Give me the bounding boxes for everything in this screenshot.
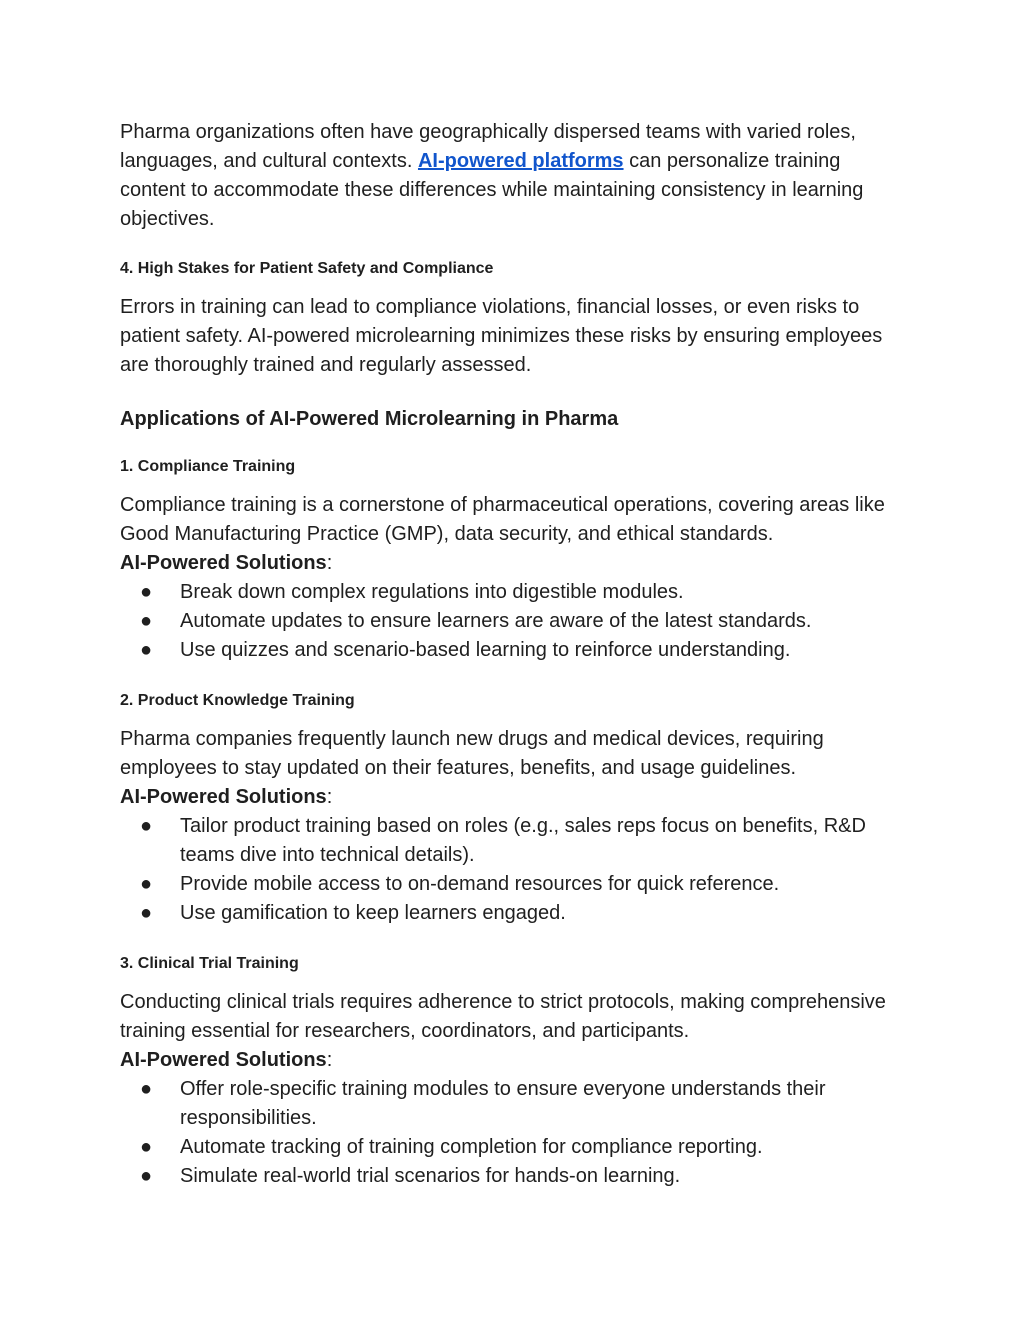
solutions-colon: : xyxy=(326,786,333,808)
app3-heading: 3. Clinical Trial Training xyxy=(120,955,299,972)
app1-solutions-label xyxy=(120,549,910,578)
list-item-text: Tailor product training based on roles (e.g., sales reps focus on benefits, R&D teams dive into technical details). xyxy=(180,815,866,866)
list-item-text: Simulate real-world trial scenarios for hands-on learning. xyxy=(180,1165,681,1187)
solutions-label-bold: AI-Powered Solutions xyxy=(120,1049,327,1071)
intro-text-before: Pharma organizations often have geographically dispersed teams with varied roles, languages, and cultural contexts. xyxy=(120,121,856,172)
app3-bullet-list xyxy=(120,1075,910,1191)
app2-body: Pharma companies frequently launch new drugs and medical devices, requiring employees to stay updated on their features, benefits, and usage guidelines. xyxy=(120,728,824,779)
section4-body: Errors in training can lead to compliance violations, financial losses, or even risks to patient safety. AI-powered microlearning minimizes these risks by ensuring employees are thoroughly trained and regularly assessed. xyxy=(120,296,883,376)
solutions-label-bold: AI-Powered Solutions xyxy=(120,786,327,808)
intro-text-after: can personalize training content to accommodate these differences while maintaining consistency in learning objectives. xyxy=(120,150,864,230)
list-item xyxy=(120,578,910,607)
app3-body: Conducting clinical trials requires adherence to strict protocols, making comprehensive training essential for researchers, coordinators, and participants. xyxy=(120,991,886,1042)
document-page xyxy=(120,118,910,1191)
app1-body: Compliance training is a cornerstone of pharmaceutical operations, covering areas like Good Manufacturing Practice (GMP), data security, and ethical standards. xyxy=(120,494,885,545)
app2-bullet-list xyxy=(120,812,910,928)
list-item xyxy=(120,1162,910,1191)
list-item xyxy=(120,607,910,636)
app2-solutions-label xyxy=(120,783,910,812)
intro-paragraph xyxy=(120,118,905,234)
list-item-text: Offer role-specific training modules to ensure everyone understands their responsibilities. xyxy=(180,1078,826,1129)
bullet-icon: ● xyxy=(140,639,153,661)
list-item-text: Use gamification to keep learners engaged. xyxy=(180,902,566,924)
solutions-colon: : xyxy=(326,1049,333,1071)
ai-powered-platforms-link[interactable]: AI-powered platforms xyxy=(417,150,624,172)
list-item-text: Provide mobile access to on-demand resources for quick reference. xyxy=(180,873,780,895)
bullet-icon: ● xyxy=(140,610,153,632)
solutions-label-bold: AI-Powered Solutions xyxy=(120,552,327,574)
app1-heading: 1. Compliance Training xyxy=(120,458,296,475)
section4-heading: 4. High Stakes for Patient Safety and Compliance xyxy=(120,260,494,277)
list-item-text: Automate tracking of training completion for compliance reporting. xyxy=(180,1136,763,1158)
bullet-icon: ● xyxy=(140,902,153,924)
solutions-colon: : xyxy=(326,552,333,574)
list-item xyxy=(120,1075,910,1133)
bullet-icon: ● xyxy=(140,1078,153,1100)
bullet-icon: ● xyxy=(140,1165,153,1187)
bullet-icon: ● xyxy=(140,1136,153,1158)
list-item-text: Break down complex regulations into digestible modules. xyxy=(180,581,684,603)
list-item xyxy=(120,636,910,665)
list-item xyxy=(120,870,910,899)
list-item xyxy=(120,1133,910,1162)
app3-solutions-label xyxy=(120,1046,910,1075)
bullet-icon: ● xyxy=(140,581,153,603)
app1-bullet-list xyxy=(120,578,910,665)
bullet-icon: ● xyxy=(140,873,153,895)
list-item xyxy=(120,899,910,928)
applications-heading: Applications of AI-Powered Microlearning in Pharma xyxy=(120,408,619,430)
list-item-text: Automate updates to ensure learners are aware of the latest standards. xyxy=(180,610,812,632)
list-item xyxy=(120,812,910,870)
list-item-text: Use quizzes and scenario-based learning to reinforce understanding. xyxy=(180,639,791,661)
bullet-icon: ● xyxy=(140,815,153,837)
app2-heading: 2. Product Knowledge Training xyxy=(120,692,355,709)
